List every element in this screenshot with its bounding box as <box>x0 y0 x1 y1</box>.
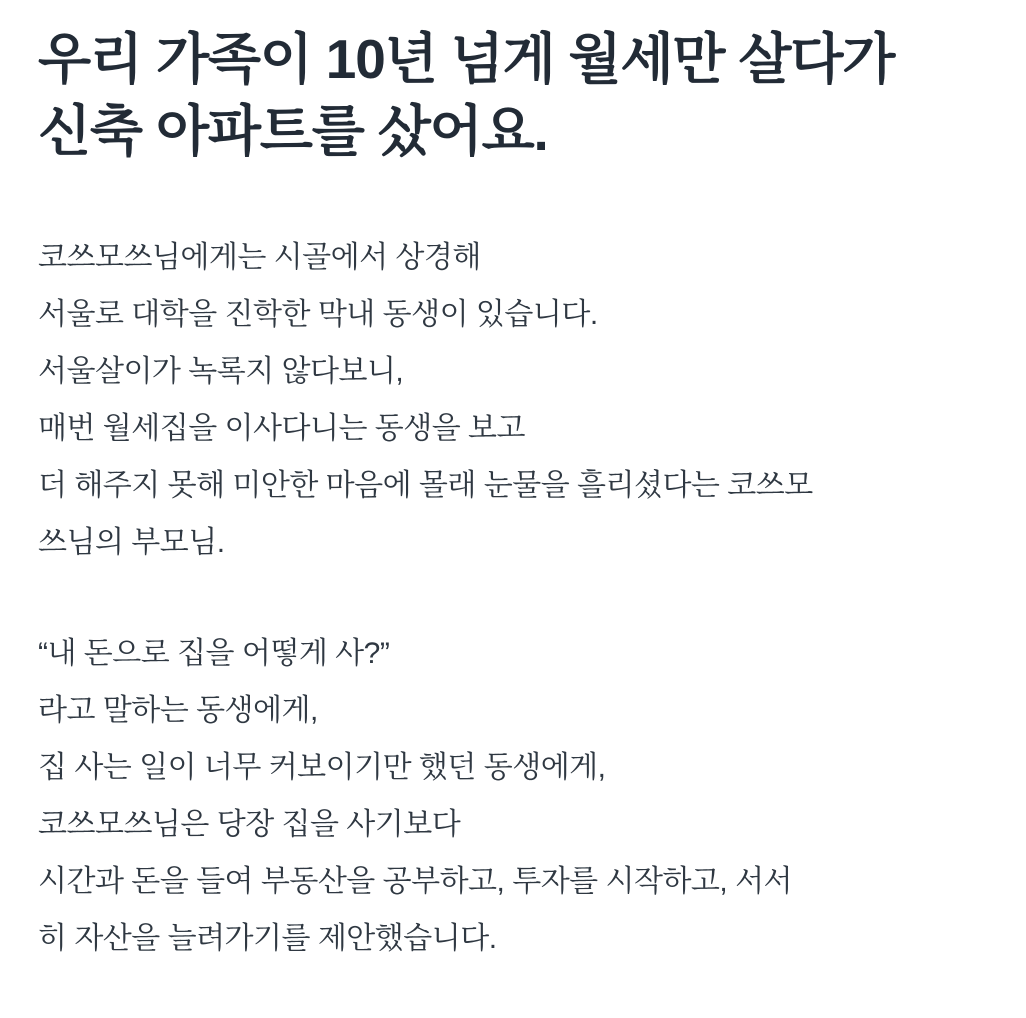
body-line: 히 자산을 늘려가기를 제안했습니다. <box>38 922 497 955</box>
body-line-quote: “내 돈으로 집을 어떻게 사?” <box>38 637 390 670</box>
body-line: 서울살이가 녹록지 않다보니, <box>38 355 404 388</box>
body-line: 서울로 대학을 진학한 막내 동생이 있습니다. <box>38 298 598 331</box>
body-line: 라고 말하는 동생에게, <box>38 694 318 727</box>
body-line: 쓰님의 부모님. <box>38 526 225 559</box>
paragraph-intro <box>38 229 988 571</box>
paragraph-quote-section <box>38 625 988 967</box>
article-body <box>38 229 988 967</box>
page-title: 우리 가족이 10년 넘게 월세만 살다가 신축 아파트를 샀어요. <box>38 28 895 162</box>
body-line: 시간과 돈을 들여 부동산을 공부하고, 투자를 시작하고, 서서 <box>38 865 793 898</box>
body-line: 코쓰모쓰님에게는 시골에서 상경해 <box>38 241 481 274</box>
body-line: 더 해주지 못해 미안한 마음에 몰래 눈물을 흘리셨다는 코쓰모 <box>38 469 813 502</box>
body-line: 매번 월세집을 이사다니는 동생을 보고 <box>38 412 526 445</box>
body-line: 집 사는 일이 너무 커보이기만 했던 동생에게, <box>38 751 606 784</box>
body-line: 코쓰모쓰님은 당장 집을 사기보다 <box>38 808 461 841</box>
